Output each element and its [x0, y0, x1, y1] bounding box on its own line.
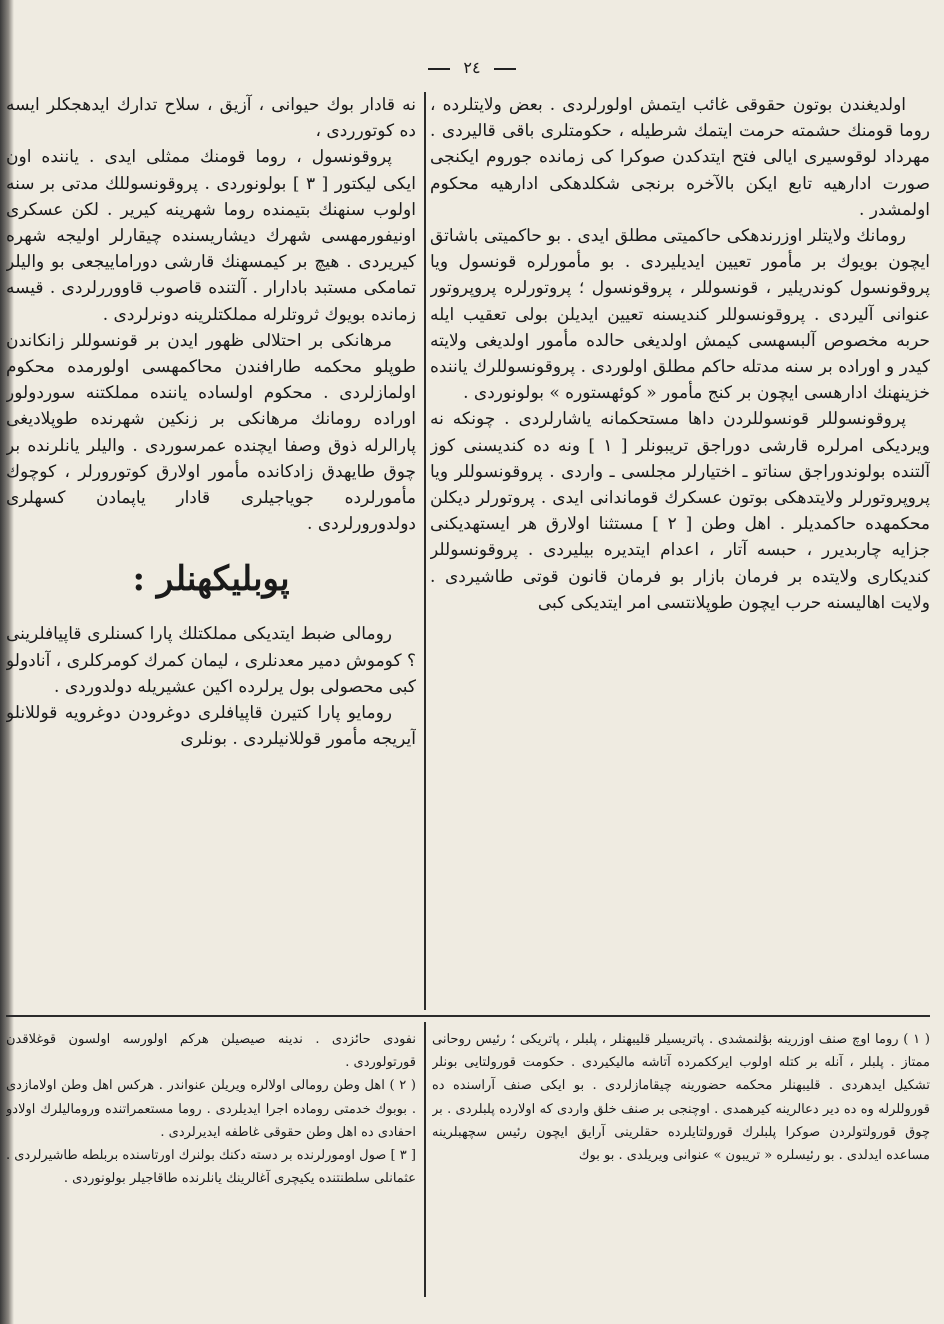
left-paragraph-2: پروقونسول ، روما قومنك ممثلی ایدی . یاننده اون ایكی لیكتور [ ۳ ] بولونوردی . پروقونسوللك مدتی بر سنه اولوب سنهنك بتیمنده روما شهرینه كیریر . لكن عسكری اونیفورمهسی شهرك دیشاریسنده چیقارلر اولیجه شهره كیریردی . هیچ بر كیمسهنك قارشی دوراماییجعی بو والیلر تمامكی مستبد بادارار . آلتنده قاصوب قاووررلردی . قیسه زمانده بویوك ثروتلرله مملكتلرینه دونرلردی . [6, 147, 416, 325]
footnote-1: ( ۱ ) روما اوچ صنف اوزرینه بؤلنمشدی . پاتریسیلر قلیبهنلر ، پلبلر ، پاتریكی ؛ رئیس روحانی ممتاز . پلبلر ، آنله بر كتله اولوب ایرككمرده آتاشه مالیكیردی . حكومت قورولتایی بونلر تشكیل ایدهردی . قلیبهنلر محكمه حضورینه چیقامازلردی . بو ایكی صنف آراسنده ده قوروللرله وه ده دیر دعالرینه كیرهمدی . اوچنجی بر صنف خلق واردی كه اولارده پلبلردی . بر چوق قورولتولردن صوكرا پلبلرك قورولتایلرده حقلرینی آرایق ایچون رئیس سچهبلرینه مساعده ایدلدی . بو رئیسلره « تریبون » عنوانی ویریلدی . بو بوك [432, 1032, 930, 1164]
column-divider [424, 92, 426, 1010]
footnote-column-divider [424, 1022, 426, 1297]
footnotes-right [432, 1028, 930, 1298]
right-paragraph-3: پروقونسوللر قونسوللردن داها مستحکمانه یاشارلردی . چونكه نه ویردیكی امرلره قارشی دوراجق تریبونلر [ ۱ ] ونه ده كندیسنی كوز آلتنده بولوندوراجق سناتو ـ اختیارلر مجلسی ـ واردی . پروقونسوللر ویا پروپروتورلر ولایتدهكی بوتون عسكرك قوماندانی ایدی . پروتورلر دیكلن محكمهده حاكمدیلر . اهل وطن [ ۲ ] مستثنا اولارق هر ایستهدیكنی جزایه چاربدیرر ، حبسه آتار ، اعدام ایتدیره بیلیردی . پروقونسوللر كندیكاری ولایتده بر فرمان بازار بو فرمان قانون قوتی طاشیردی . ولایت اهالیسنه حرب ایچون طوپلانتسی امر ایتدیكی كبی [430, 409, 930, 613]
footnotes-left [6, 1028, 416, 1298]
left-paragraph-3: مرهانكی بر احتلالی ظهور ایدن بر قونسوللر زانكاندن طوپلو محكمه طارافندن محاكمهسی اولورمده محكوم اولمازلردی . محكوم اولساده یاننده مملكتنه سوردولور اوراده رومانك مرهانكی بر زنكین شهرنده طوپلادیغی پارالرله ذوق وصفا ایچنده عمرسوردی . والیلر یانلرنده بر چوق طایهدق زادكانده مأمور اولارق كوتورورلر ، كوچوك مأمورلرده جویاجیلری قادار یاپمادن كسهلری دولدورورلردی . [6, 330, 416, 535]
left-paragraph-1: نه قادار بوك حیوانی ، آزیق ، سلاح تدارك ایدهجكلر ایسه ده كوتورردی ، [6, 95, 416, 142]
section-heading-block [6, 547, 416, 621]
right-paragraph-1: اولدیغندن بوتون حقوقی غائب ایتمش اولورلردی . بعض ولایتلرده ، روما قومنك حشمته حرمت ایتمك شرطیله ، حكومتلری باقی قالیردی . مهرداد لوقوسیری ایالی فتح ایتدكدن صوكرا كی زمانده جوروم ایكنجی صورت ادارهیه تابع ایكن بالآخره برنجی شكلدهكی ادارهیه محكوم اولمشدر . [430, 95, 930, 220]
page-number [0, 58, 944, 77]
left-column [6, 92, 416, 1010]
page-number-dash-right [494, 68, 516, 70]
right-paragraph-2: رومانك ولایتلر اوزرندهكی حاكمیتی مطلق ایدی . بو حاكمیتی باشاتق ایچون بویوك بر مأمور تعیین ایدیلیردی . بو مأمورلره قونسول ویا پروقونسول كوندریلیر ، قونسوللر ، پروقونسول ؛ پروتورلره پروپروتور عنوانی آلیردی . پروقونسوللر كندیسنه تعیین ایدیلن بولی تعقیب ایله حربه مخصوص آلبسهسی كیمش اولدیغی حالده مأمور اولدیغی ولایته كیدر و اوراده بر سنه مدتله حاكم مطلق اولوردی . پروقونسوللرك یاننده خزینهنك ادارهسی ایچون بر كنج مأمور « كوئهستوره » بولونوردی . [430, 226, 930, 404]
section-heading: پوبلیكهنلر : [132, 559, 290, 600]
left-paragraph-4: رومالی ضبط ایتدیكی مملكتلك پارا كسنلری قاپیافلرینی ؟ كوموش دمیر معدنلری ، لیمان كمرك كومركلری ، آنادولو كبی محصولی بول یرلرده اكین عشیریله دولدوردی . [6, 624, 416, 697]
footnote-rule [6, 1015, 930, 1017]
footnote-3: [ ۳ ] صول اومورلرنده بر دسته دكنك بولنرك اورتاسنده بربلطه طاشیرلردی . عثمانلی سلطنتنده یكیچری آغالرینك یانلرنده طاقاجیلر بولونوردی . [6, 1148, 416, 1187]
page-number-text: ۲٤ [463, 58, 481, 77]
footnote-2: ( ۲ ) اهل وطن رومالی اولالره ویریلن عنواندر . هركس اهل وطن اولامازدی . بوبوك خدمتی روماده اجرا ایدیلردی . روما مستعمراتنده ورومالیلرك اولادو احفادی ده اهل وطن حقوقی غاطفه ایدیرلردی . [6, 1078, 416, 1140]
footnote-1-continued: نفودی حائزدی . ندینه صیصیلن هركم اولورسه اولسون قوغلاقدن قورتولوردی . [6, 1032, 416, 1071]
left-paragraph-5: رومایو پارا كتیرن قاپیافلری دوغرودن دوغرویه قوللانلو آیریجه مأمور قوللانیلردی . بونلری [6, 703, 416, 750]
page-number-dash-left [428, 68, 450, 70]
right-column [430, 92, 930, 1010]
